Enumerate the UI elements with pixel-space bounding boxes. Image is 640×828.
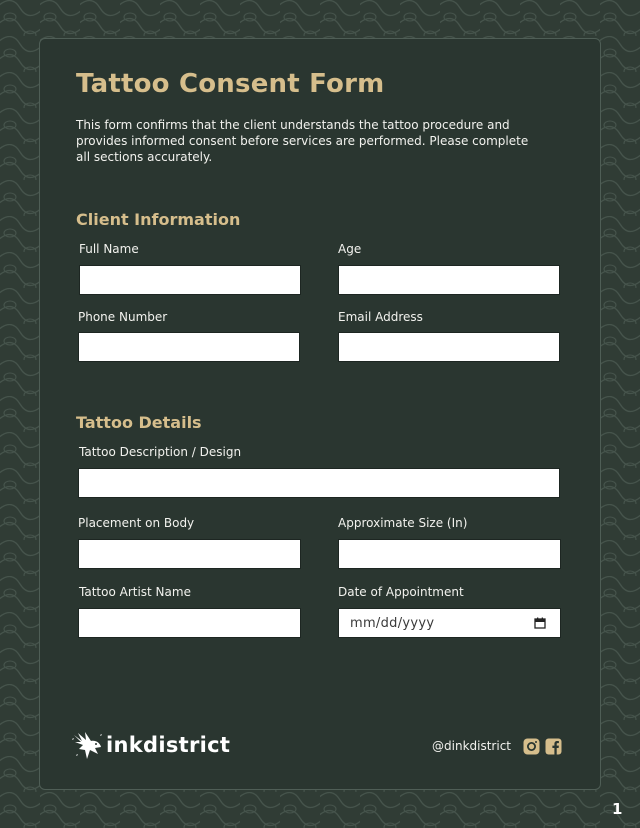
phone-number-label: Phone Number: [78, 310, 168, 324]
tattoo-artist-input[interactable]: [78, 608, 301, 638]
appointment-date-label: Date of Appointment: [338, 585, 464, 599]
tattoo-details-heading: Tattoo Details: [76, 413, 202, 432]
tattoo-description-input[interactable]: [78, 468, 560, 498]
form-intro: This form confirms that the client understands the tattoo procedure and provides informed consent before services are performed. Please complete all sections accurately.: [76, 118, 529, 164]
approximate-size-label: Approximate Size (In): [338, 516, 468, 530]
calendar-icon[interactable]: [534, 617, 546, 629]
client-information-heading: Client Information: [76, 210, 241, 229]
full-name-input[interactable]: [79, 265, 301, 295]
form-title: Tattoo Consent Form: [76, 69, 385, 99]
email-address-label: Email Address: [338, 310, 423, 324]
tattoo-artist-label: Tattoo Artist Name: [79, 585, 191, 599]
age-input[interactable]: [338, 265, 560, 295]
social-handle: @dinkdistrict: [432, 739, 511, 753]
bird-logo-icon: [70, 729, 104, 761]
age-label: Age: [338, 242, 362, 256]
facebook-icon[interactable]: [545, 738, 562, 755]
placement-input[interactable]: [78, 539, 301, 569]
instagram-icon[interactable]: [523, 738, 540, 755]
email-address-input[interactable]: [338, 332, 560, 362]
full-name-label: Full Name: [79, 242, 139, 256]
date-placeholder: mm/dd/yyyy: [350, 616, 435, 631]
brand-logo: [70, 729, 230, 761]
social-links: [432, 736, 562, 756]
approximate-size-input[interactable]: [338, 539, 561, 569]
phone-number-input[interactable]: [78, 332, 300, 362]
placement-label: Placement on Body: [78, 516, 195, 530]
tattoo-description-label: Tattoo Description / Design: [79, 445, 242, 459]
appointment-date-input[interactable]: [338, 608, 561, 638]
page-number: 1: [612, 800, 623, 818]
consent-form-card: [39, 38, 601, 790]
brand-name: inkdistrict: [106, 733, 231, 757]
